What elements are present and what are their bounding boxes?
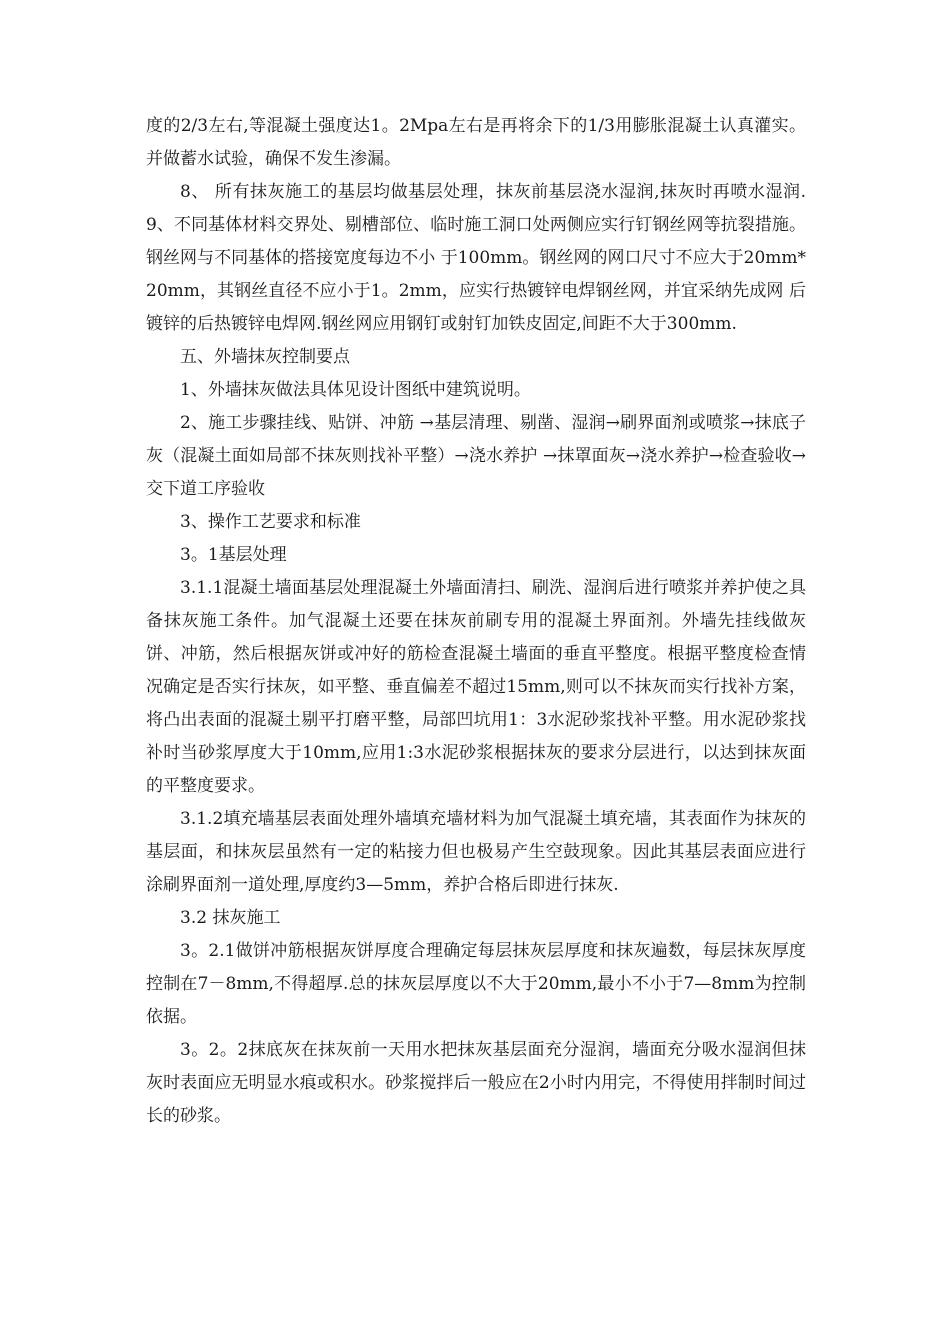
subheading-item-3: 3、操作工艺要求和标准 (180, 512, 361, 532)
paragraph-item-2: 2、施工步骤挂线、贴饼、冲筋 →基层清理、剔凿、湿润→刷界面剂或喷浆→抹底子灰（混凝土面如局部不抹灰则找补平整）→浇水养护 →抹罩面灰→浇水养护→检查验收→交下道工序验收 (146, 413, 806, 499)
subheading-3-2: 3.2 抹灰施工 (180, 908, 281, 928)
paragraph-3-1-1: 3.1.1混凝土墙面基层处理混凝土外墙面清扫、刷洗、湿润后进行喷浆并养护使之具备抹灰施工条件。加气混凝土还要在抹灰前刷专用的混凝土界面剂。外墙先挂线做灰饼、冲筋，然后根据灰饼或冲好的筋检查混凝土墙面的垂直平整度。根据平整度检查情况确定是否实行抹灰，如平整、垂直偏差不超过15mm,则可以不抹灰而实行找补方案，将凸出表面的混凝土剔平打磨平整，局部凹坑用1：3水泥砂浆找补平整。用水泥砂浆找补时当砂浆厚度大于10mm,应用1:3水泥砂浆根据抹灰的要求分层进行，以达到抹灰面的平整度要求。 (146, 578, 806, 796)
paragraph-3-1-2: 3.1.2填充墙基层表面处理外墙填充墙材料为加气混凝土填充墙，其表面作为抹灰的基层面，和抹灰层虽然有一定的粘接力但也极易产生空鼓现象。因此其基层表面应进行涂刷界面剂一道处理,厚度约3—5mm，养护合格后即进行抹灰. (146, 809, 806, 895)
paragraph-3-2-2: 3。2。2抹底灰在抹灰前一天用水把抹灰基层面充分湿润，墙面充分吸水湿润但抹灰时表面应无明显水痕或积水。砂浆搅拌后一般应在2小时内用完，不得使用拌制时间过长的砂浆。 (146, 1040, 806, 1126)
document-body (146, 110, 806, 1133)
paragraph-1: 度的2/3左右,等混凝土强度达1。2Mpa左右是再将余下的1/3用膨胀混凝土认真灌实。并做蓄水试验，确保不发生渗漏。 (146, 116, 806, 169)
paragraph-item-1: 1、外墙抹灰做法具体见设计图纸中建筑说明。 (180, 380, 531, 400)
subheading-3-1: 3。1基层处理 (180, 545, 287, 565)
paragraph-3-2-1: 3。2.1做饼冲筋根据灰饼厚度合理确定每层抹灰层厚度和抹灰遍数，每层抹灰厚度控制在7－8mm,不得超厚.总的抹灰层厚度以不大于20mm,最小不小于7—8mm为控制依据。 (146, 941, 806, 1027)
section-heading-5: 五、外墙抹灰控制要点 (180, 347, 350, 367)
paragraph-2: 8、 所有抹灰施工的基层均做基层处理，抹灰前基层浇水湿润,抹灰时再喷水湿润.9、不同基体材料交界处、剔槽部位、临时施工洞口处两侧应实行钉钢丝网等抗裂措施。钢丝网与不同基体的搭接宽度每边不小 于100mm。钢丝网的网口尺寸不应大于20mm*20mm，其钢丝直径不应小于1。2mm，应实行热镀锌电焊钢丝网，并宜采纳先成网 后镀锌的后热镀锌电焊网.钢丝网应用钢钉或射钉加铁皮固定,间距不大于300mm. (146, 182, 806, 334)
